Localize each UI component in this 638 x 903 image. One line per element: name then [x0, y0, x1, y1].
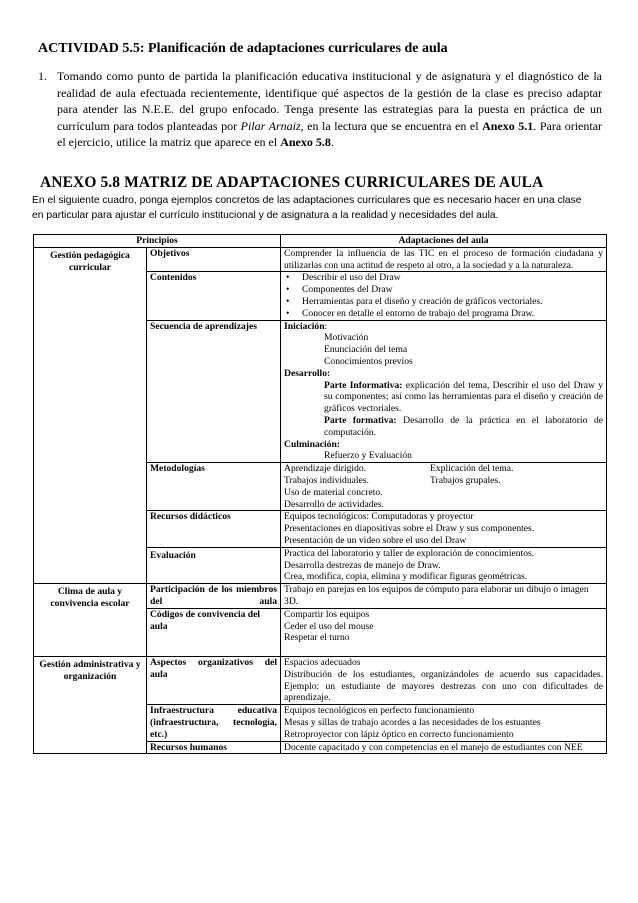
label-secuencia: Secuencia de aprendizajes [147, 320, 281, 463]
row-participacion [34, 584, 607, 609]
label-aspectos: Aspectos organizativos del aula [147, 657, 281, 705]
label-codigos: Códigos de convivencia del aula [147, 608, 281, 656]
culminacion-label: Culminación: [284, 438, 340, 450]
list-item: • Herramientas para el diseño y creación de gráficos vectoriales. [284, 296, 603, 308]
formativa-label: Parte formativa: [324, 414, 397, 426]
list-item: • Describir el uso del Draw [284, 272, 603, 284]
list-item: Presentación de un video sobre el uso del Draw [284, 534, 467, 546]
item-author: Pilar Arnaiz [240, 118, 301, 133]
list-item: Crea, modifica, copia, elimina y modificar figuras geométricas. [284, 571, 528, 583]
item-paragraph [57, 68, 602, 151]
value-codigos [281, 608, 607, 656]
list-item: Respetar el turno [284, 632, 350, 644]
list-item: Practica del laboratorio y taller de exploración de conocimientos. [284, 547, 535, 559]
label-recursos: Recursos didácticos [147, 511, 281, 547]
value-contenidos [281, 272, 607, 320]
annex-title: ANEXO 5.8 MATRIZ DE ADAPTACIONES CURRICULARES DE AULA [40, 174, 544, 191]
informativa-label: Parte Informativa: [324, 379, 403, 391]
value-humanos: Docente capacitado y con competencias en el manejo de estudiantes con NEE [281, 741, 607, 754]
list-item: Refuerzo y Evaluación [324, 450, 412, 462]
list-item: • Conocer en detalle el entorno de trabajo del programa Draw. [284, 308, 603, 320]
activity-title: ACTIVIDAD 5.5: Planificación de adaptaciones curriculares de aula [38, 41, 448, 56]
blank-line [284, 644, 603, 656]
metodo-line1-a: Aprendizaje dirigido. [284, 463, 367, 475]
value-metodologias [281, 463, 607, 511]
value-evaluacion [281, 547, 607, 583]
list-item: Retroproyector con lápiz óptico en correcto funcionamiento [284, 728, 514, 740]
annex-intro-line-2: en particular para ajustar el currículo institucional y de asignatura a la realidad y necesidades del aula. [32, 210, 499, 221]
item-annex-b: Anexo 5.8 [280, 135, 331, 149]
metodo-line4: Desarrollo de actividades. [284, 498, 384, 510]
informativa-text: explicación del tema, Describir el uso del Draw y su componentes; así como las herramientas para el diseño y creación de gráficos vectoriales. [324, 379, 604, 415]
iniciacion-label: Iniciación [284, 320, 325, 332]
label-infraestructura: Infraestructura educativa (infraestructura, tecnología, etc.) [147, 705, 281, 741]
label-participacion: Participación de los miembros del aula [147, 584, 281, 609]
header-principles: Principios [34, 235, 281, 248]
iniciacion-colon: : [324, 320, 328, 332]
item-text-2: , en la lectura que se encuentra en el [300, 118, 483, 133]
annex-intro [32, 193, 607, 223]
label-metodologias: Metodologías [147, 463, 281, 511]
label-humanos: Recursos humanos [147, 741, 281, 754]
header-adaptations: Adaptaciones del aula [281, 235, 607, 248]
item-text-4: . [330, 135, 334, 149]
adaptations-matrix [33, 234, 607, 754]
label-objetivos: Objetivos [147, 247, 281, 272]
value-participacion: Trabajo en parejas en los equipos de cómputo para elaborar un dibujo o imagen 3D. [281, 584, 607, 609]
value-aspectos [281, 657, 607, 705]
item-number: 1. [38, 69, 47, 83]
annex-intro-line-1: En el siguiente cuadro, ponga ejemplos concretos de las adaptaciones curriculares que es necesario hacer en una clase [32, 195, 582, 206]
item-annex-a: Anexo 5.1 [482, 118, 534, 133]
group-clima-aula: Clima de aula y convivencia escolar [34, 584, 147, 657]
row-aspectos [34, 657, 607, 705]
item-text-3: . Para orientar el ejercicio, utilice la matriz que aparece en el [57, 118, 603, 149]
list-item: Compartir los equipos [284, 608, 370, 620]
aspectos-text: Distribución de los estudiantes, organizándoles de acuerdo sus capacidades. Ejemplo: un estudiante de mayores destrezas con uno con dificultades de aprendizaje. [284, 668, 604, 704]
list-item: Equipos tecnológicos: Computadoras y proyector [284, 511, 474, 523]
formativa-text: Desarrollo de la práctica en el laboratorio de computación. [324, 414, 603, 438]
value-objetivos: Comprender la influencia de las TIC en el proceso de formación ciudadana y utilizarlas con una actitud de respeto al otro, a la sociedad y a la naturaleza. [281, 247, 607, 272]
group-gestion-administrativa: Gestión administrativa y organización [34, 657, 147, 754]
metodo-line2-b: Trabajos grupales. [430, 474, 501, 486]
group-gestion-pedagogica: Gestión pedagógica curricular [34, 247, 147, 583]
aspectos-line1: Espacios adecuados [284, 657, 361, 669]
list-item: Conocimientos previos [324, 355, 413, 367]
item-text-1: Tomando como punto de partida la planificación educativa institucional y de asignatura y el diagnóstico de la realidad de aula efectuada recientemente, identifique qué aspectos de la gestión de la clase es preciso adaptar para atender las N.E.E. del grupo enfocado. Tenga presente las estrategias para la puesta en práctica de un currículum para todos planteadas por [57, 69, 602, 133]
label-contenidos: Contenidos [147, 272, 281, 320]
metodo-line2-a: Trabajos individuales. [284, 474, 369, 486]
list-item: Presentaciones en diapositivas sobre el Draw y sus componentes. [284, 523, 535, 535]
list-item: Mesas y sillas de trabajo acordes a las necesidades de los estuantes [284, 717, 541, 729]
desarrollo-label: Desarrollo: [284, 367, 331, 379]
list-item: Enunciación del tema [324, 344, 408, 356]
list-item: Motivación [324, 332, 369, 344]
parte-formativa [284, 415, 603, 439]
activity-item-1 [38, 68, 602, 151]
metodo-line3: Uso de material concreto. [284, 486, 383, 498]
parte-informativa [284, 380, 603, 415]
list-item: • Componentes del Draw [284, 284, 603, 296]
value-recursos [281, 511, 607, 547]
list-item: Desarrolla destrezas de manejo de Draw. [284, 559, 441, 571]
metodo-line1-b: Explicación del tema. [430, 463, 514, 475]
value-infraestructura [281, 705, 607, 741]
list-item: Ceder el uso del mouse [284, 620, 374, 632]
label-evaluacion: Evaluación [147, 547, 281, 583]
list-item: Equipos tecnológicos en perfecto funcionamiento [284, 705, 475, 717]
value-secuencia [281, 320, 607, 463]
row-objetivos [34, 247, 607, 272]
matrix-header-row [34, 235, 607, 248]
